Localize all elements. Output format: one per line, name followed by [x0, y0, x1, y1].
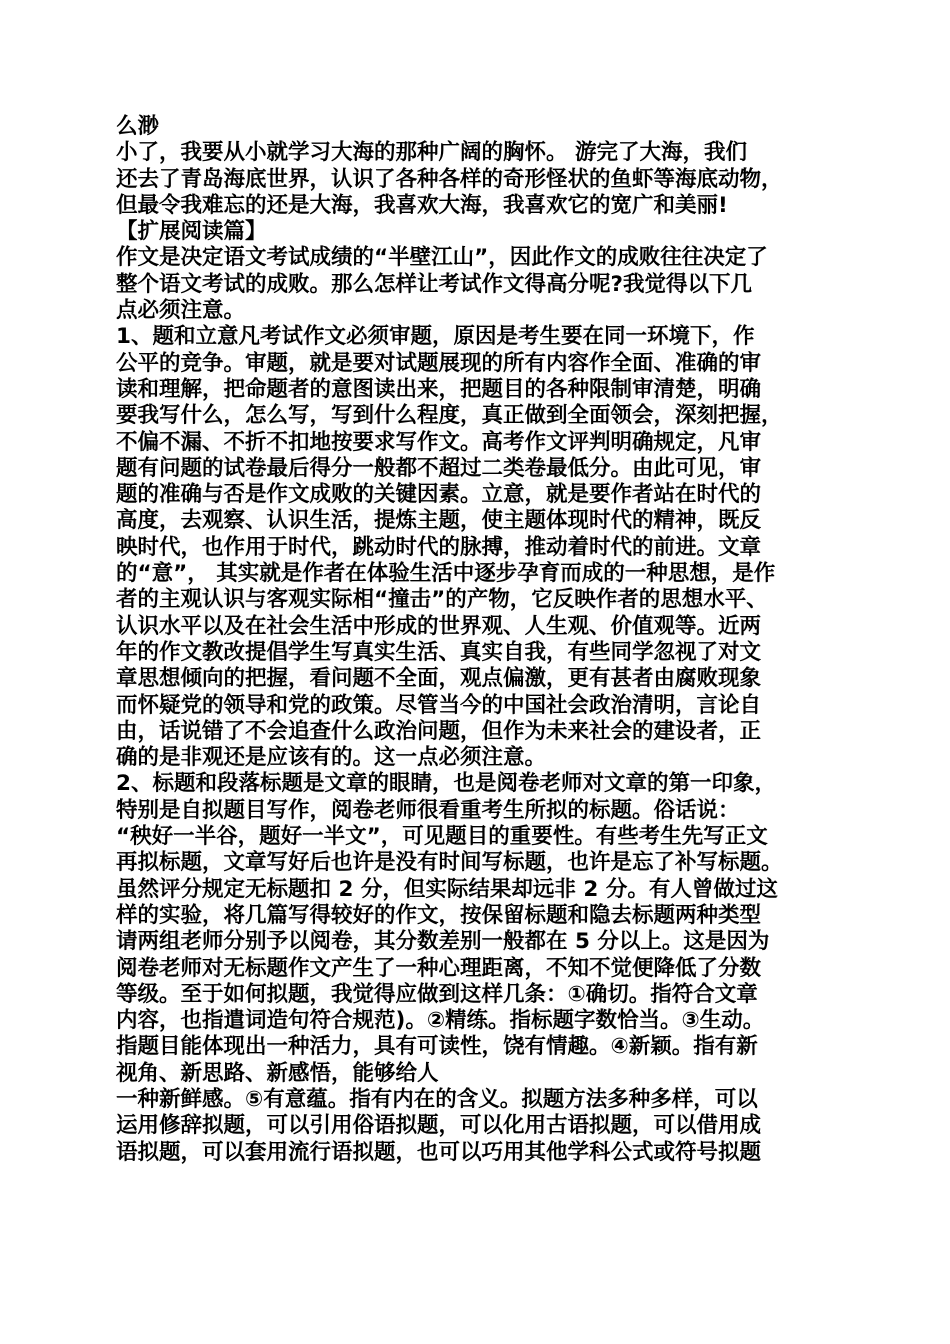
text-line: 的“意”， 其实就是作者在体验生活中逐步孕育而成的一种思想，是作	[116, 561, 776, 587]
text-line: 题的准确与否是作文成败的关键因素。立意，就是要作者站在时代的	[116, 482, 762, 508]
text-line: 映时代，也作用于时代，跳动时代的脉搏，推动着时代的前进。文章	[116, 534, 762, 560]
text-line: 作文是决定语文考试成绩的“半壁江山”，因此作文的成败往往决定了	[116, 245, 768, 271]
text-line: 么渺	[116, 114, 160, 139]
text-line: 视角、新思路、新感悟，能够给人	[116, 1060, 439, 1086]
text-line: 运用修辞拟题，可以引用俗语拟题，可以化用古语拟题，可以借用成	[116, 1113, 762, 1139]
text-line: 样的实验，将几篇写得较好的作文，按保留标题和隐去标题两种类型	[116, 902, 762, 928]
text-line: 特别是自拟题目写作，阅卷老师很看重考生所拟的标题。俗话说：	[116, 797, 740, 823]
section-heading: 【扩展阅读篇】	[116, 219, 267, 245]
text-line: 整个语文考试的成败。那么怎样让考试作文得高分呢?我觉得以下几	[116, 271, 752, 297]
text-line: 指题目能体现出一种活力，具有可读性，饶有情趣。④新颖。指有新	[116, 1034, 758, 1060]
text-line: 等级。至于如何拟题，我觉得应做到这样几条：①确切。指符合文章	[116, 981, 758, 1007]
text-line: 不偏不漏、不折不扣地按要求写作文。高考作文评判明确规定，凡审	[116, 429, 762, 455]
text-line: 由，话说错了不会追查什么政治问题，但作为未来社会的建设者，正	[116, 718, 762, 744]
text-line: 小了，我要从小就学习大海的那种广阔的胸怀。 游完了大海，我们	[116, 140, 747, 166]
text-line: 高度，去观察、认识生活，提炼主题，使主题体现时代的精神，既反	[116, 508, 762, 534]
text-line: 请两组老师分别予以阅卷，其分数差别一般都在 5 分以上。这是因为	[116, 929, 770, 955]
text-line: 2、标题和段落标题是文章的眼睛，也是阅卷老师对文章的第一印象，	[116, 771, 776, 797]
text-line: 读和理解，把命题者的意图读出来，把题目的各种限制审清楚，明确	[116, 376, 762, 402]
text-line: 内容，也指遣词造句符合规范)。②精练。指标题字数恰当。③生动。	[116, 1008, 765, 1034]
text-line: 认识水平以及在社会生活中形成的世界观、人生观、价值观等。近两	[116, 613, 762, 639]
text-line: 公平的竞争。审题，就是要对试题展现的所有内容作全面、准确的审	[116, 350, 762, 376]
text-line: 者的主观认识与客观实际相“撞击”的产物，它反映作者的思想水平、	[116, 587, 768, 613]
text-line: 点必须注意。	[116, 298, 246, 324]
text-line: 还去了青岛海底世界，认识了各种各样的奇形怪状的鱼虾等海底动物，	[116, 166, 783, 192]
text-line: 确的是非观还是应该有的。这一点必须注意。	[116, 745, 547, 771]
text-line: 虽然评分规定无标题扣 2 分，但实际结果却远非 2 分。有人曾做过这	[116, 876, 778, 902]
text-line: 章思想倾向的把握，看问题不全面，观点偏激，更有甚者由腐败现象	[116, 666, 762, 692]
text-line: 再拟标题，文章写好后也许是没有时间写标题，也许是忘了补写标题。	[116, 850, 783, 876]
text-line: “秧好一半谷，题好一半文”，可见题目的重要性。有些考生先写正文	[116, 824, 768, 850]
text-line: 年的作文教改提倡学生写真实生活、真实自我，有些同学忽视了对文	[116, 639, 762, 665]
text-line: 题有问题的试卷最后得分一般都不超过二类卷最低分。由此可见，审	[116, 455, 762, 481]
text-line: 阅卷老师对无标题作文产生了一种心理距离，不知不觉便降低了分数	[116, 955, 762, 981]
text-line: 但最令我难忘的还是大海，我喜欢大海，我喜欢它的宽广和美丽!	[116, 192, 728, 218]
text-line: 语拟题，可以套用流行语拟题，也可以巧用其他学科公式或符号拟题	[116, 1139, 762, 1165]
text-line: 要我写什么，怎么写，写到什么程度，真正做到全面领会，深刻把握，	[116, 403, 783, 429]
body-text	[116, 114, 846, 1166]
text-line: 一种新鲜感。⑤有意蕴。指有内在的含义。拟题方法多种多样，可以	[116, 1086, 758, 1112]
text-line: 而怀疑党的领导和党的政策。尽管当今的中国社会政治清明，言论自	[116, 692, 762, 718]
text-line: 1、题和立意凡考试作文必须审题，原因是考生要在同一环境下，作	[116, 324, 755, 350]
